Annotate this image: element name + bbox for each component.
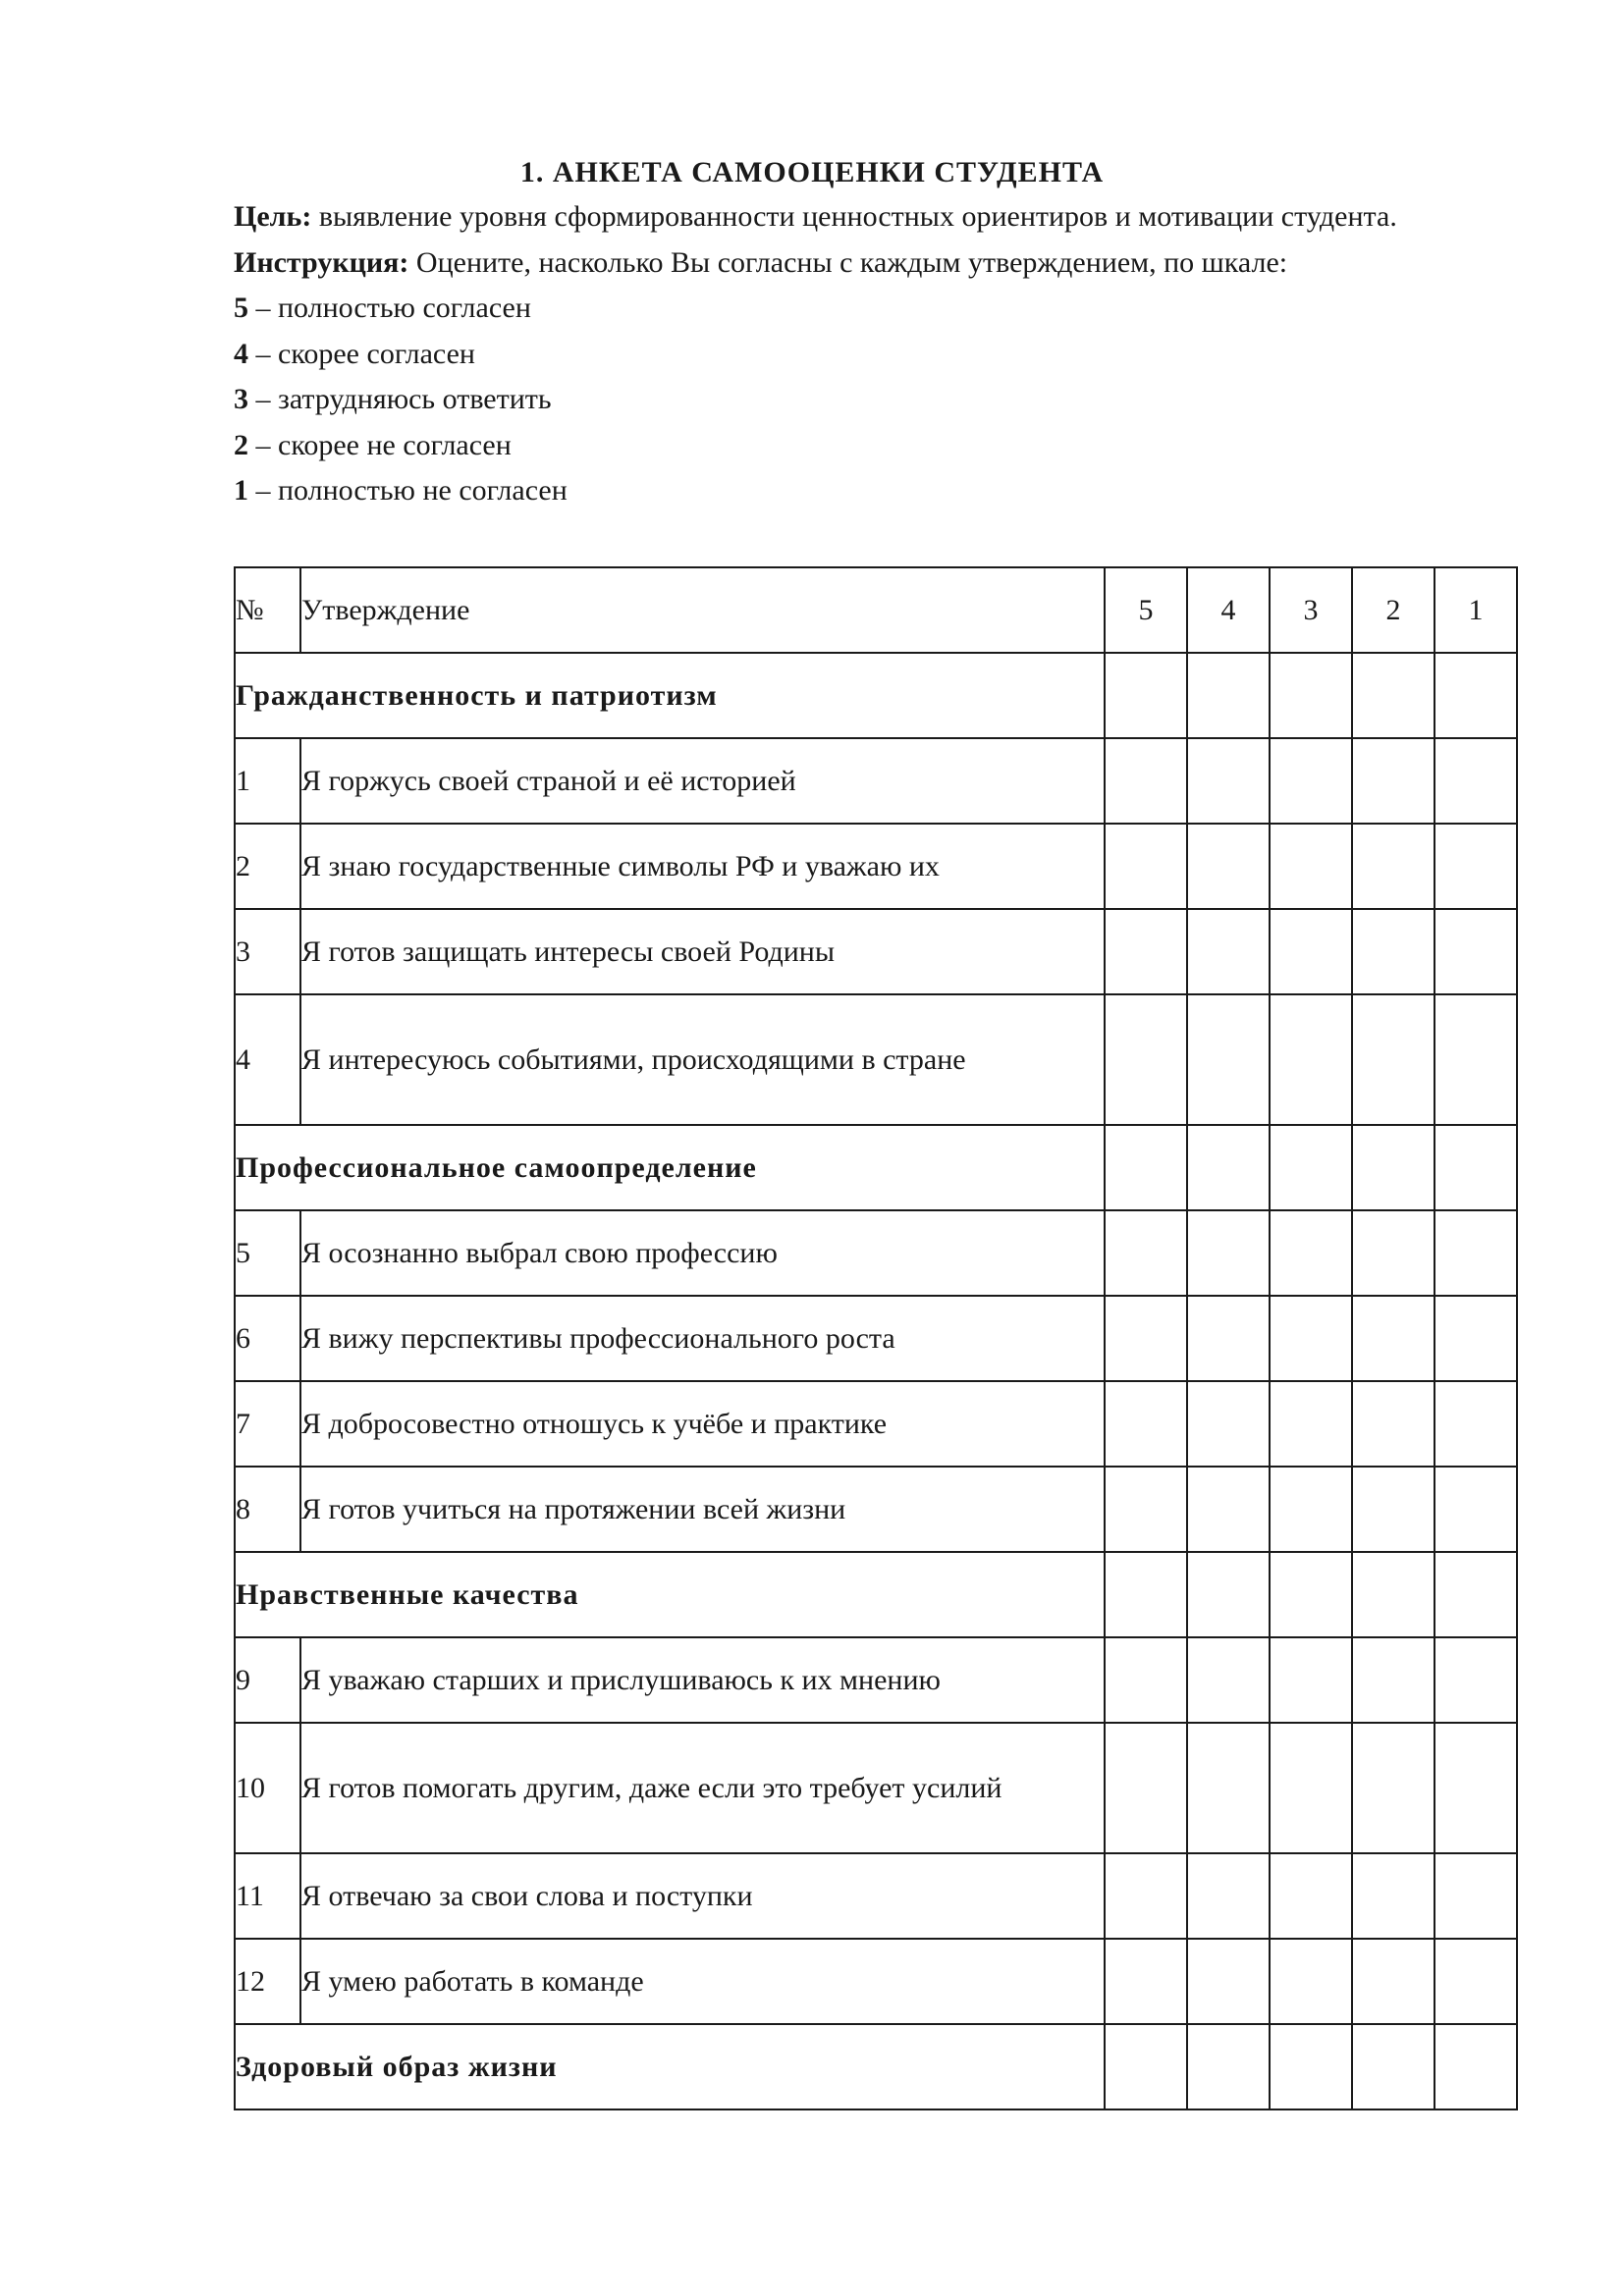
score-cell-4[interactable] bbox=[1187, 1210, 1270, 1296]
scale-text: – полностью не согласен bbox=[248, 474, 568, 507]
item-statement: Я готов помогать другим, даже если это требует усилий bbox=[300, 1723, 1105, 1853]
header-score-1: 1 bbox=[1435, 567, 1517, 653]
scale-item-3 bbox=[234, 377, 1516, 423]
score-cell-2[interactable] bbox=[1352, 1381, 1435, 1467]
goal-label: Цель: bbox=[234, 200, 312, 233]
score-cell-3[interactable] bbox=[1270, 653, 1352, 738]
score-cell-3[interactable] bbox=[1270, 1723, 1352, 1853]
score-cell-2[interactable] bbox=[1352, 1467, 1435, 1552]
score-cell-2[interactable] bbox=[1352, 1853, 1435, 1939]
score-cell-2[interactable] bbox=[1352, 994, 1435, 1125]
item-num: 7 bbox=[235, 1381, 300, 1467]
score-cell-1[interactable] bbox=[1435, 2024, 1517, 2109]
table-row bbox=[235, 909, 1517, 994]
score-cell-1[interactable] bbox=[1435, 1723, 1517, 1853]
header-score-2: 2 bbox=[1352, 567, 1435, 653]
scale-value: 1 bbox=[234, 474, 248, 507]
score-cell-3[interactable] bbox=[1270, 1296, 1352, 1381]
item-statement: Я отвечаю за свои слова и поступки bbox=[300, 1853, 1105, 1939]
score-cell-1[interactable] bbox=[1435, 653, 1517, 738]
score-cell-5[interactable] bbox=[1105, 738, 1187, 824]
score-cell-1[interactable] bbox=[1435, 1552, 1517, 1637]
item-num: 11 bbox=[235, 1853, 300, 1939]
table-row bbox=[235, 738, 1517, 824]
score-cell-1[interactable] bbox=[1435, 1467, 1517, 1552]
scale-value: 3 bbox=[234, 383, 248, 415]
score-cell-5[interactable] bbox=[1105, 909, 1187, 994]
goal-text: выявление уровня сформированности ценностных ориентиров и мотивации студента. bbox=[311, 200, 1397, 233]
score-cell-4[interactable] bbox=[1187, 1125, 1270, 1210]
table-header-row bbox=[235, 567, 1517, 653]
item-statement: Я вижу перспективы профессионального роста bbox=[300, 1296, 1105, 1381]
table-row bbox=[235, 1637, 1517, 1723]
item-num: 5 bbox=[235, 1210, 300, 1296]
score-cell-1[interactable] bbox=[1435, 1210, 1517, 1296]
score-cell-3[interactable] bbox=[1270, 2024, 1352, 2109]
score-cell-1[interactable] bbox=[1435, 909, 1517, 994]
table-row bbox=[235, 1467, 1517, 1552]
survey-table bbox=[234, 566, 1518, 2110]
score-cell-2[interactable] bbox=[1352, 909, 1435, 994]
section-title: Нравственные качества bbox=[235, 1552, 1105, 1637]
score-cell-4[interactable] bbox=[1187, 1296, 1270, 1381]
table-row bbox=[235, 1723, 1517, 1853]
score-cell-4[interactable] bbox=[1187, 1467, 1270, 1552]
instruction-text: Оцените, насколько Вы согласны с каждым утверждением, по шкале: bbox=[408, 245, 1288, 279]
score-cell-1[interactable] bbox=[1435, 994, 1517, 1125]
section-title: Гражданственность и патриотизм bbox=[235, 653, 1105, 738]
item-num: 10 bbox=[235, 1723, 300, 1853]
score-cell-5[interactable] bbox=[1105, 1552, 1187, 1637]
header-statement: Утверждение bbox=[300, 567, 1105, 653]
table-row bbox=[235, 824, 1517, 909]
score-cell-5[interactable] bbox=[1105, 1467, 1187, 1552]
scale-text: – полностью согласен bbox=[248, 292, 531, 324]
section-title: Здоровый образ жизни bbox=[235, 2024, 1105, 2109]
scale-item-1 bbox=[234, 468, 1516, 514]
score-cell-4[interactable] bbox=[1187, 1939, 1270, 2024]
table-row bbox=[235, 1939, 1517, 2024]
score-cell-5[interactable] bbox=[1105, 1296, 1187, 1381]
scale-value: 4 bbox=[234, 337, 248, 370]
score-cell-3[interactable] bbox=[1270, 738, 1352, 824]
score-cell-4[interactable] bbox=[1187, 1853, 1270, 1939]
score-cell-2[interactable] bbox=[1352, 1125, 1435, 1210]
table-row bbox=[235, 1210, 1517, 1296]
score-cell-5[interactable] bbox=[1105, 1723, 1187, 1853]
score-cell-4[interactable] bbox=[1187, 653, 1270, 738]
header-score-5: 5 bbox=[1105, 567, 1187, 653]
score-cell-3[interactable] bbox=[1270, 909, 1352, 994]
item-num: 8 bbox=[235, 1467, 300, 1552]
item-num: 4 bbox=[235, 994, 300, 1125]
item-statement: Я готов защищать интересы своей Родины bbox=[300, 909, 1105, 994]
score-cell-2[interactable] bbox=[1352, 738, 1435, 824]
score-cell-5[interactable] bbox=[1105, 1853, 1187, 1939]
item-num: 12 bbox=[235, 1939, 300, 2024]
score-cell-1[interactable] bbox=[1435, 1381, 1517, 1467]
score-cell-5[interactable] bbox=[1105, 824, 1187, 909]
item-num: 2 bbox=[235, 824, 300, 909]
score-cell-4[interactable] bbox=[1187, 1637, 1270, 1723]
instruction-label: Инструкция: bbox=[234, 245, 409, 279]
intro-block bbox=[234, 194, 1516, 514]
score-cell-5[interactable] bbox=[1105, 1125, 1187, 1210]
score-cell-3[interactable] bbox=[1270, 1853, 1352, 1939]
score-cell-4[interactable] bbox=[1187, 1381, 1270, 1467]
score-cell-2[interactable] bbox=[1352, 1723, 1435, 1853]
score-cell-3[interactable] bbox=[1270, 994, 1352, 1125]
score-cell-3[interactable] bbox=[1270, 1552, 1352, 1637]
score-cell-5[interactable] bbox=[1105, 1939, 1187, 2024]
header-score-4: 4 bbox=[1187, 567, 1270, 653]
scale-text: – скорее согласен bbox=[248, 337, 475, 370]
item-num: 1 bbox=[235, 738, 300, 824]
scale-value: 5 bbox=[234, 292, 248, 324]
score-cell-2[interactable] bbox=[1352, 1552, 1435, 1637]
header-num: № bbox=[235, 567, 300, 653]
scale-item-4 bbox=[234, 332, 1516, 378]
item-statement: Я умею работать в команде bbox=[300, 1939, 1105, 2024]
score-cell-2[interactable] bbox=[1352, 1637, 1435, 1723]
item-num: 6 bbox=[235, 1296, 300, 1381]
score-cell-5[interactable] bbox=[1105, 653, 1187, 738]
instruction-paragraph bbox=[234, 240, 1516, 287]
section-row bbox=[235, 2024, 1517, 2109]
scale-item-2 bbox=[234, 423, 1516, 469]
section-row bbox=[235, 1552, 1517, 1637]
score-cell-2[interactable] bbox=[1352, 2024, 1435, 2109]
table-row bbox=[235, 1296, 1517, 1381]
scale-text: – скорее не согласен bbox=[248, 428, 512, 461]
scale-value: 2 bbox=[234, 428, 248, 461]
section-title: Профессиональное самоопределение bbox=[235, 1125, 1105, 1210]
score-cell-1[interactable] bbox=[1435, 738, 1517, 824]
section-row bbox=[235, 1125, 1517, 1210]
score-cell-2[interactable] bbox=[1352, 653, 1435, 738]
score-cell-5[interactable] bbox=[1105, 1637, 1187, 1723]
item-statement: Я уважаю старших и прислушиваюсь к их мнению bbox=[300, 1637, 1105, 1723]
score-cell-5[interactable] bbox=[1105, 2024, 1187, 2109]
section-row bbox=[235, 653, 1517, 738]
score-cell-1[interactable] bbox=[1435, 1637, 1517, 1723]
score-cell-1[interactable] bbox=[1435, 1853, 1517, 1939]
score-cell-1[interactable] bbox=[1435, 824, 1517, 909]
score-cell-4[interactable] bbox=[1187, 909, 1270, 994]
table-row bbox=[235, 994, 1517, 1125]
score-cell-3[interactable] bbox=[1270, 1125, 1352, 1210]
item-num: 3 bbox=[235, 909, 300, 994]
score-cell-5[interactable] bbox=[1105, 1381, 1187, 1467]
scale-item-5 bbox=[234, 286, 1516, 332]
score-cell-1[interactable] bbox=[1435, 1125, 1517, 1210]
score-cell-2[interactable] bbox=[1352, 1210, 1435, 1296]
score-cell-2[interactable] bbox=[1352, 1939, 1435, 2024]
score-cell-3[interactable] bbox=[1270, 1467, 1352, 1552]
table-row bbox=[235, 1853, 1517, 1939]
score-cell-3[interactable] bbox=[1270, 1210, 1352, 1296]
page-title: 1. АНКЕТА САМООЦЕНКИ СТУДЕНТА bbox=[519, 156, 1105, 188]
item-statement: Я горжусь своей страной и её историей bbox=[300, 738, 1105, 824]
score-cell-4[interactable] bbox=[1187, 2024, 1270, 2109]
score-cell-4[interactable] bbox=[1187, 994, 1270, 1125]
item-statement: Я интересуюсь событиями, происходящими в стране bbox=[300, 994, 1105, 1125]
score-cell-3[interactable] bbox=[1270, 1381, 1352, 1467]
scale-text: – затрудняюсь ответить bbox=[248, 383, 552, 415]
score-cell-2[interactable] bbox=[1352, 1296, 1435, 1381]
score-cell-3[interactable] bbox=[1270, 1637, 1352, 1723]
score-cell-2[interactable] bbox=[1352, 824, 1435, 909]
item-num: 9 bbox=[235, 1637, 300, 1723]
item-statement: Я осознанно выбрал свою профессию bbox=[300, 1210, 1105, 1296]
score-cell-4[interactable] bbox=[1187, 738, 1270, 824]
score-cell-4[interactable] bbox=[1187, 824, 1270, 909]
score-cell-5[interactable] bbox=[1105, 1210, 1187, 1296]
table-row bbox=[235, 1381, 1517, 1467]
header-score-3: 3 bbox=[1270, 567, 1352, 653]
score-cell-1[interactable] bbox=[1435, 1296, 1517, 1381]
score-cell-3[interactable] bbox=[1270, 824, 1352, 909]
goal-paragraph bbox=[234, 194, 1516, 240]
score-cell-1[interactable] bbox=[1435, 1939, 1517, 2024]
score-cell-4[interactable] bbox=[1187, 1723, 1270, 1853]
item-statement: Я знаю государственные символы РФ и уважаю их bbox=[300, 824, 1105, 909]
score-cell-4[interactable] bbox=[1187, 1552, 1270, 1637]
item-statement: Я добросовестно отношусь к учёбе и практике bbox=[300, 1381, 1105, 1467]
score-cell-5[interactable] bbox=[1105, 994, 1187, 1125]
item-statement: Я готов учиться на протяжении всей жизни bbox=[300, 1467, 1105, 1552]
score-cell-3[interactable] bbox=[1270, 1939, 1352, 2024]
